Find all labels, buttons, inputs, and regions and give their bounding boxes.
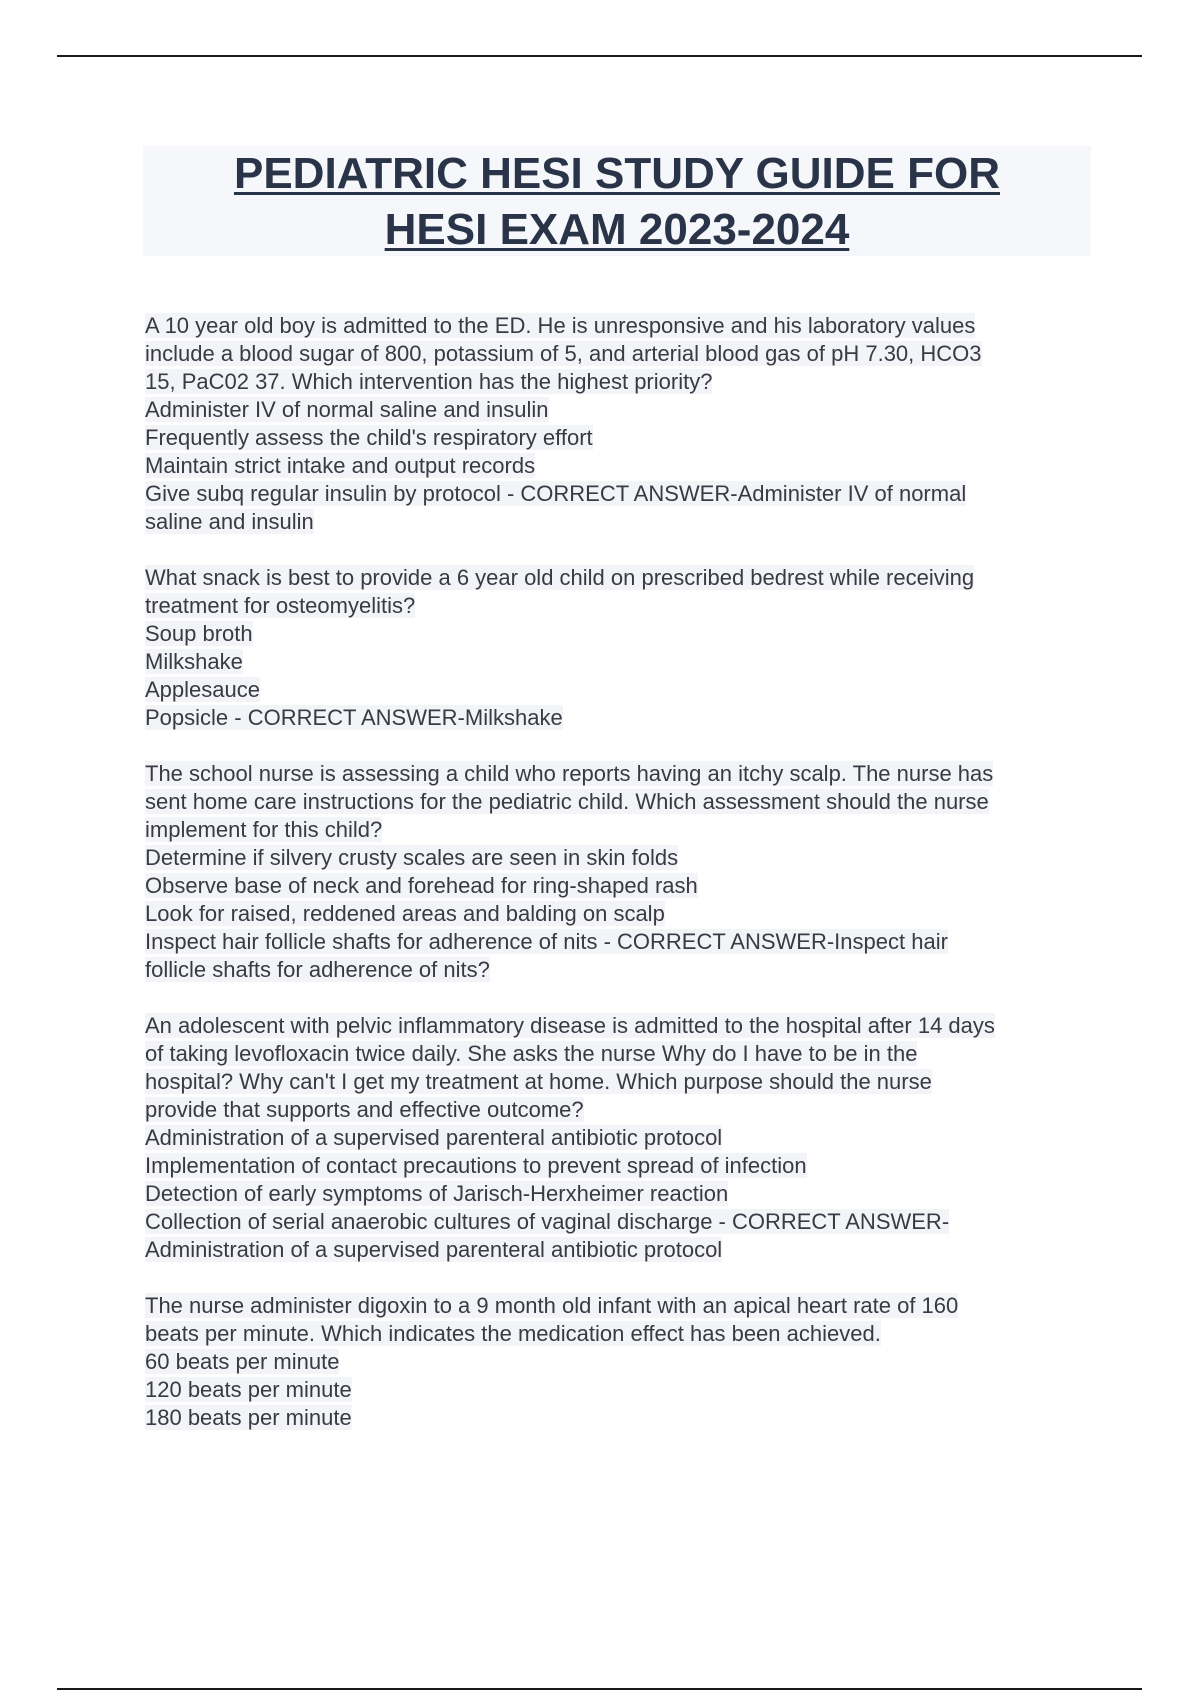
question-text: The school nurse is assessing a child who reports having an itchy scalp. The nurse has	[145, 761, 994, 786]
question-text-line	[145, 1180, 1085, 1208]
question-text-line	[145, 452, 1085, 480]
question-text: The nurse administer digoxin to a 9 month old infant with an apical heart rate of 160	[145, 1293, 959, 1318]
question-text-line	[145, 844, 1085, 872]
question-text-line	[145, 1096, 1085, 1124]
question-text: An adolescent with pelvic inflammatory disease is admitted to the hospital after 14 days	[145, 1013, 995, 1038]
question-block	[145, 1012, 1085, 1264]
question-text-line	[145, 676, 1085, 704]
question-text-line	[145, 1404, 1085, 1432]
question-text: Administration of a supervised parenteral antibiotic protocol	[145, 1237, 723, 1262]
question-text: 15, PaC02 37. Which intervention has the highest priority?	[145, 369, 713, 394]
question-block	[145, 760, 1085, 984]
question-text-line	[145, 872, 1085, 900]
question-text-line	[145, 424, 1085, 452]
question-text-line	[145, 480, 1085, 508]
question-text: Look for raised, reddened areas and balding on scalp	[145, 901, 665, 926]
question-text-line	[145, 312, 1085, 340]
question-text-line	[145, 620, 1085, 648]
page-title-line-1: PEDIATRIC HESI STUDY GUIDE FOR	[233, 149, 1000, 198]
question-text: Collection of serial anaerobic cultures of vaginal discharge - CORRECT ANSWER-	[145, 1209, 950, 1234]
question-list	[145, 312, 1085, 1460]
question-text-line	[145, 900, 1085, 928]
question-text: follicle shafts for adherence of nits?	[145, 957, 490, 982]
question-text: Inspect hair follicle shafts for adherence of nits - CORRECT ANSWER-Inspect hair	[145, 929, 948, 954]
question-text-line	[145, 1376, 1085, 1404]
question-text: Popsicle - CORRECT ANSWER-Milkshake	[145, 705, 563, 730]
bottom-divider	[57, 1688, 1142, 1690]
question-text: sent home care instructions for the pediatric child. Which assessment should the nurse	[145, 789, 989, 814]
question-text: A 10 year old boy is admitted to the ED. He is unresponsive and his laboratory values	[145, 313, 976, 338]
question-text: Soup broth	[145, 621, 253, 646]
question-text-line	[145, 340, 1085, 368]
question-text: Applesauce	[145, 677, 260, 702]
question-text-line	[145, 1320, 1085, 1348]
question-text: treatment for osteomyelitis?	[145, 593, 416, 618]
question-text-line	[145, 1152, 1085, 1180]
question-text-line	[145, 1292, 1085, 1320]
question-text-line	[145, 592, 1085, 620]
question-text-line	[145, 1348, 1085, 1376]
question-block	[145, 564, 1085, 732]
question-text: beats per minute. Which indicates the medication effect has been achieved.	[145, 1321, 881, 1346]
question-text: What snack is best to provide a 6 year old child on prescribed bedrest while receiving	[145, 565, 975, 590]
question-text: Give subq regular insulin by protocol - CORRECT ANSWER-Administer IV of normal	[145, 481, 967, 506]
question-text: of taking levofloxacin twice daily. She asks the nurse Why do I have to be in the	[145, 1041, 918, 1066]
question-text: 60 beats per minute	[145, 1349, 340, 1374]
question-text-line	[145, 704, 1085, 732]
question-text-line	[145, 1040, 1085, 1068]
question-text: Administer IV of normal saline and insulin	[145, 397, 549, 422]
question-text-line	[145, 1068, 1085, 1096]
question-text: Administration of a supervised parenteral antibiotic protocol	[145, 1125, 723, 1150]
title-block	[143, 146, 1091, 256]
question-text: Maintain strict intake and output records	[145, 453, 536, 478]
question-text: include a blood sugar of 800, potassium of 5, and arterial blood gas of pH 7.30, HCO3	[145, 341, 982, 366]
question-text: 120 beats per minute	[145, 1377, 352, 1402]
question-text-line	[145, 956, 1085, 984]
question-text: Observe base of neck and forehead for ring-shaped rash	[145, 873, 698, 898]
question-text-line	[145, 760, 1085, 788]
question-text: hospital? Why can't I get my treatment at home. Which purpose should the nurse	[145, 1069, 932, 1094]
question-block	[145, 312, 1085, 536]
question-text-line	[145, 1236, 1085, 1264]
question-text: Detection of early symptoms of Jarisch-Herxheimer reaction	[145, 1181, 729, 1206]
question-text: 180 beats per minute	[145, 1405, 352, 1430]
question-text: provide that supports and effective outcome?	[145, 1097, 584, 1122]
question-text-line	[145, 928, 1085, 956]
question-block	[145, 1292, 1085, 1432]
question-text-line	[145, 368, 1085, 396]
question-text-line	[145, 564, 1085, 592]
question-text-line	[145, 508, 1085, 536]
question-text: Implementation of contact precautions to prevent spread of infection	[145, 1153, 807, 1178]
question-text-line	[145, 1124, 1085, 1152]
question-text: saline and insulin	[145, 509, 314, 534]
question-text: Frequently assess the child's respiratory effort	[145, 425, 593, 450]
page-title-line-2: HESI EXAM 2023-2024	[384, 205, 850, 254]
question-text: Determine if silvery crusty scales are seen in skin folds	[145, 845, 679, 870]
question-text-line	[145, 788, 1085, 816]
question-text-line	[145, 648, 1085, 676]
question-text-line	[145, 1208, 1085, 1236]
question-text-line	[145, 816, 1085, 844]
question-text: Milkshake	[145, 649, 243, 674]
top-divider	[57, 55, 1142, 57]
question-text-line	[145, 1012, 1085, 1040]
question-text: implement for this child?	[145, 817, 383, 842]
question-text-line	[145, 396, 1085, 424]
